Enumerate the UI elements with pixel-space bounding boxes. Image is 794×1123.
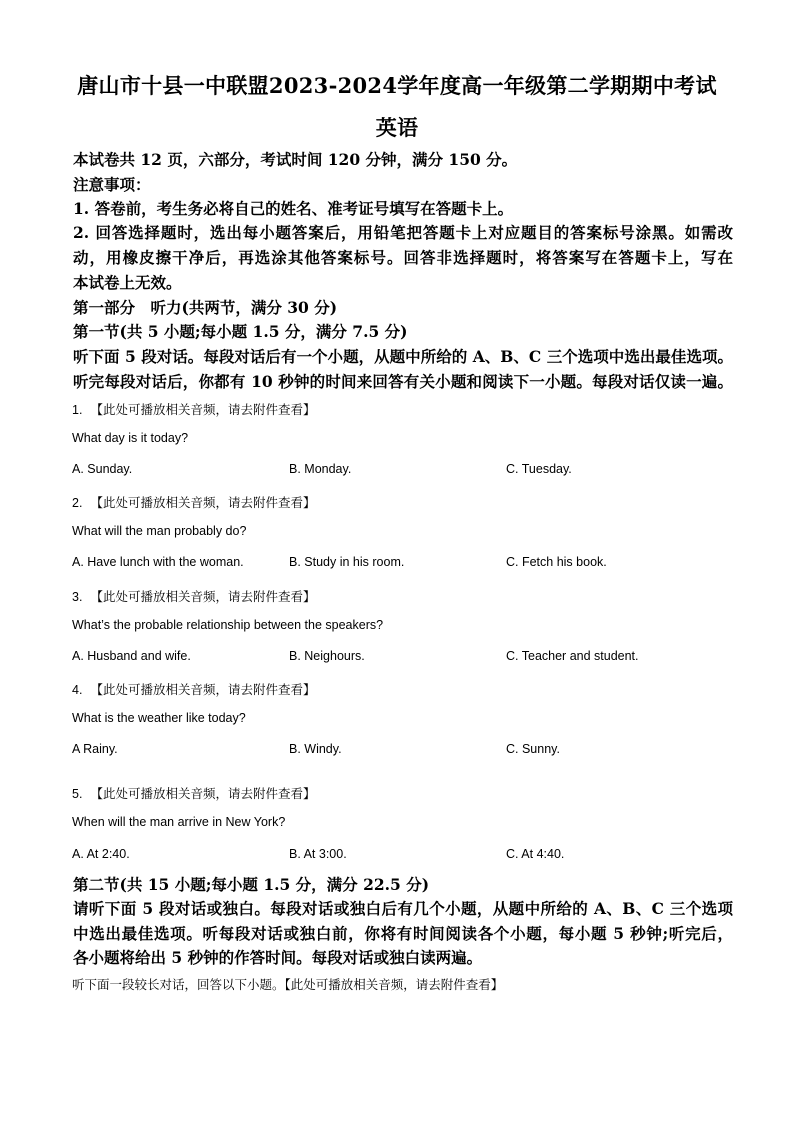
note-1: 1. 答卷前，考生务必将自己的姓名、准考证号填写在答题卡上。 bbox=[73, 199, 514, 218]
subject-title: 英语 bbox=[375, 115, 419, 140]
exam-info: 本试卷共 12 页，六部分，考试时间 120 分钟，满分 150 分。 bbox=[73, 150, 518, 169]
question-5-option-a: A. At 2:40. bbox=[72, 847, 130, 861]
question-2-text: What will the man probably do? bbox=[72, 524, 247, 538]
question-5-audio-note: 5. 【此处可播放相关音频，请去附件查看】 bbox=[72, 786, 316, 801]
question-4-option-c: C. Sunny. bbox=[506, 742, 560, 756]
question-3-option-a: A. Husband and wife. bbox=[72, 649, 191, 663]
question-4-audio-note: 4. 【此处可播放相关音频，请去附件查看】 bbox=[72, 682, 316, 697]
question-1-option-c: C. Tuesday. bbox=[506, 462, 572, 476]
section-1-direction-line-1: 听下面 5 段对话。每段对话后有一个小题，从题中所给的 A、B、C 三个选项中选出最佳选项。 bbox=[73, 347, 733, 366]
note-2-line-3: 本试卷上无效。 bbox=[73, 273, 182, 292]
question-1-option-a: A. Sunday. bbox=[72, 462, 133, 476]
section-2-direction-line-1: 请听下面 5 段对话或独白。每段对话或独白后有几个小题，从题中所给的 A、B、C 三个选项 bbox=[73, 899, 733, 918]
listen-note: 听下面一段较长对话，回答以下小题。【此处可播放相关音频，请去附件查看】 bbox=[72, 977, 504, 992]
question-3-option-c: C. Teacher and student. bbox=[506, 649, 639, 663]
question-4-option-a: A Rainy. bbox=[72, 742, 118, 756]
section-2-heading: 第二节(共 15 小题;每小题 1.5 分，满分 22.5 分) bbox=[73, 875, 430, 894]
question-1-audio-note: 1. 【此处可播放相关音频，请去附件查看】 bbox=[72, 402, 316, 417]
question-5-text: When will the man arrive in New York? bbox=[72, 815, 286, 829]
question-2-option-c: C. Fetch his book. bbox=[506, 555, 607, 569]
question-3-audio-note: 3. 【此处可播放相关音频，请去附件查看】 bbox=[72, 589, 316, 604]
question-4-option-b: B. Windy. bbox=[289, 742, 342, 756]
exam-title: 唐山市十县一中联盟2023-2024学年度高一年级第二学期期中考试 bbox=[77, 73, 717, 98]
question-2-option-b: B. Study in his room. bbox=[289, 555, 405, 569]
notes-heading: 注意事项： bbox=[73, 175, 151, 194]
note-2-line-1: 2. 回答选择题时，选出每小题答案后，用铅笔把答题卡上对应题目的答案标号涂黑。如需改 bbox=[73, 223, 733, 242]
question-3-text: What’s the probable relationship between the speakers? bbox=[72, 618, 384, 632]
note-2-line-2: 动，用橡皮擦干净后，再选涂其他答案标号。回答非选择题时，将答案写在答题卡上，写在 bbox=[73, 248, 733, 267]
question-2-audio-note: 2. 【此处可播放相关音频，请去附件查看】 bbox=[72, 495, 316, 510]
question-4-text: What is the weather like today? bbox=[72, 711, 246, 725]
question-5-option-c: C. At 4:40. bbox=[506, 847, 565, 861]
section-2-direction-line-2: 中选出最佳选项。听每段对话或独白前，你将有时间阅读各个小题，每小题 5 秒钟;听完后， bbox=[73, 924, 733, 943]
part-1-heading: 第一部分 听力(共两节，满分 30 分) bbox=[73, 298, 338, 317]
question-3-option-b: B. Neighours. bbox=[289, 649, 365, 663]
question-2-option-a: A. Have lunch with the woman. bbox=[72, 555, 244, 569]
question-1-text: What day is it today? bbox=[72, 431, 189, 445]
question-1-option-b: B. Monday. bbox=[289, 462, 352, 476]
section-1-direction-line-2: 听完每段对话后，你都有 10 秒钟的时间来回答有关小题和阅读下一小题。每段对话仅读一遍。 bbox=[73, 372, 733, 391]
section-2-direction-line-3: 各小题将给出 5 秒钟的作答时间。每段对话或独白读两遍。 bbox=[73, 948, 483, 967]
question-5-option-b: B. At 3:00. bbox=[289, 847, 347, 861]
section-1-heading: 第一节(共 5 小题;每小题 1.5 分，满分 7.5 分) bbox=[73, 322, 408, 341]
